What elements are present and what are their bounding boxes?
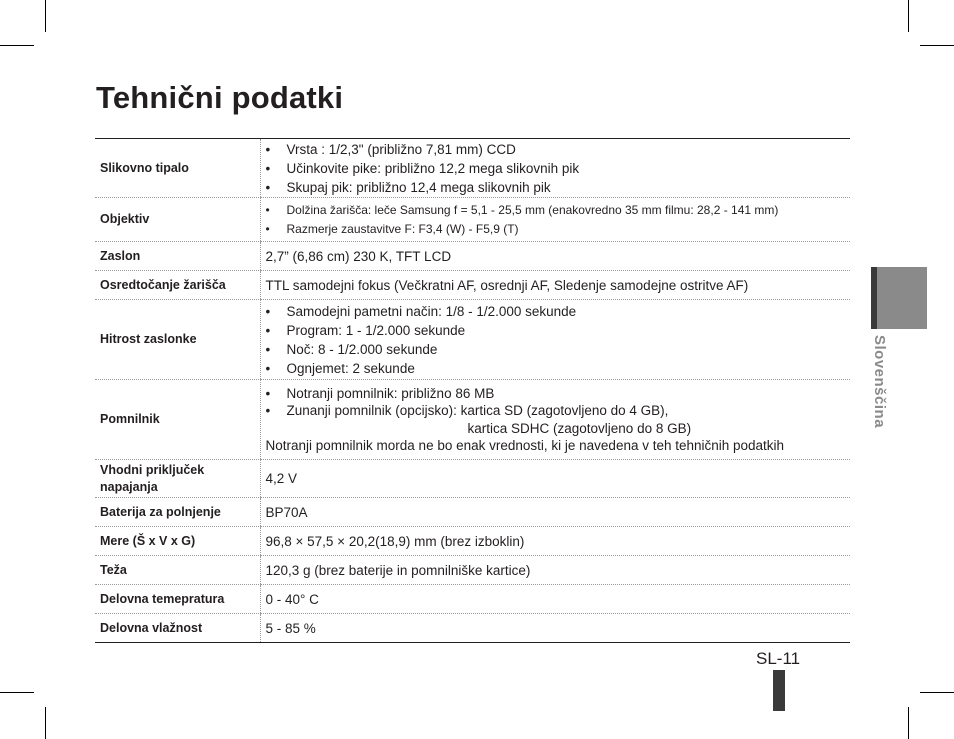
table-row [95, 498, 850, 527]
row-label: Objektiv [95, 198, 260, 242]
storage-note: Notranji pomnilnik morda ne bo enak vrednosti, ki je navedena v teh tehničnih podatkih [265, 438, 785, 453]
row-label: Teža [95, 556, 260, 585]
table-row [95, 271, 850, 300]
row-value [260, 300, 850, 380]
table-row [95, 139, 850, 198]
row-value: TTL samodejni fokus (Večkratni AF, osrednji AF, Sledenje samodejne ostritve AF) [260, 271, 850, 300]
row-label: Vhodni priključek napajanja [95, 460, 260, 498]
bullet-item: • Skupaj pik: približno 12,4 mega slikovnih pik [266, 178, 851, 197]
crop-mark [45, 0, 46, 32]
language-tab-edge [871, 267, 877, 329]
row-label: Hitrost zaslonke [95, 300, 260, 380]
bullet-item: • Učinkovite pike: približno 12,2 mega slikovnih pik [266, 159, 851, 178]
bullet-item: • Samodejni pametni način: 1/8 - 1/2.000 sekunde [266, 302, 851, 321]
row-value: 96,8 × 57,5 × 20,2(18,9) mm (brez izboklin) [260, 527, 850, 556]
bullet-continuation: kartica SDHC (zagotovljeno do 8 GB) [467, 420, 692, 436]
bullet-item: • Zunanji pomnilnik (opcijsko): kartica SD (zagotovljeno do 4 GB), [266, 402, 851, 420]
row-value: 4,2 V [260, 460, 850, 498]
bullet-item: • Notranji pomnilnik: približno 86 MB [266, 385, 851, 403]
bullet-item: • Dolžina žarišča: leče Samsung f = 5,1 - 25,5 mm (enakovredno 35 mm filmu: 28,2 - 141 mm) [266, 201, 851, 220]
row-label: Baterija za polnjenje [95, 498, 260, 527]
row-label: Delovna vlažnost [100, 620, 203, 635]
crop-mark [45, 707, 46, 739]
page-number: SL-11 [756, 649, 801, 668]
row-label: Delovna temepratura [95, 585, 260, 614]
row-label: Slikovno tipalo [95, 139, 260, 198]
table-row [95, 380, 850, 460]
row-value [260, 139, 850, 198]
table-row [95, 300, 850, 380]
specs-table [95, 138, 850, 643]
crop-mark [0, 45, 34, 46]
bullet-item: • Ognjemet: 2 sekunde [266, 359, 851, 378]
table-row [95, 556, 850, 585]
crop-mark [920, 45, 954, 46]
language-tab [871, 267, 927, 329]
crop-mark [908, 707, 909, 739]
bullet-item: • Razmerje zaustavitve F: F3,4 (W) - F5,9 (T) [266, 220, 851, 239]
row-value: BP70A [260, 498, 850, 527]
crop-mark [908, 0, 909, 32]
row-value: 5 - 85 % [260, 614, 850, 643]
row-value [260, 380, 850, 460]
table-row [95, 585, 850, 614]
row-label: Osredtočanje žarišča [95, 271, 260, 300]
bullet-item: • Vrsta : 1/2,3" (približno 7,81 mm) CCD [266, 140, 851, 159]
language-tab-label: Slovenščina [871, 335, 888, 429]
row-value [260, 198, 850, 242]
table-row [95, 614, 850, 643]
row-value: 120,3 g (brez baterije in pomnilniške kartice) [260, 556, 850, 585]
table-row [95, 460, 850, 498]
row-value: 2,7” (6,86 cm) 230 K, TFT LCD [260, 242, 850, 271]
table-row [95, 242, 850, 271]
crop-mark [920, 692, 954, 693]
table-row [95, 527, 850, 556]
row-value: 0 - 40° C [260, 585, 850, 614]
bullet-item: • Noč: 8 - 1/2.000 sekunde [266, 340, 851, 359]
page-title: Tehnični podatki [96, 80, 344, 115]
row-label: Zaslon [95, 242, 260, 271]
table-row [95, 198, 850, 242]
page-marker-bar [773, 670, 785, 711]
row-label: Pomnilnik [95, 380, 260, 460]
bullet-item: • Program: 1 - 1/2.000 sekunde [266, 321, 851, 340]
crop-mark [0, 692, 34, 693]
row-label: Mere (Š x V x G) [95, 527, 260, 556]
